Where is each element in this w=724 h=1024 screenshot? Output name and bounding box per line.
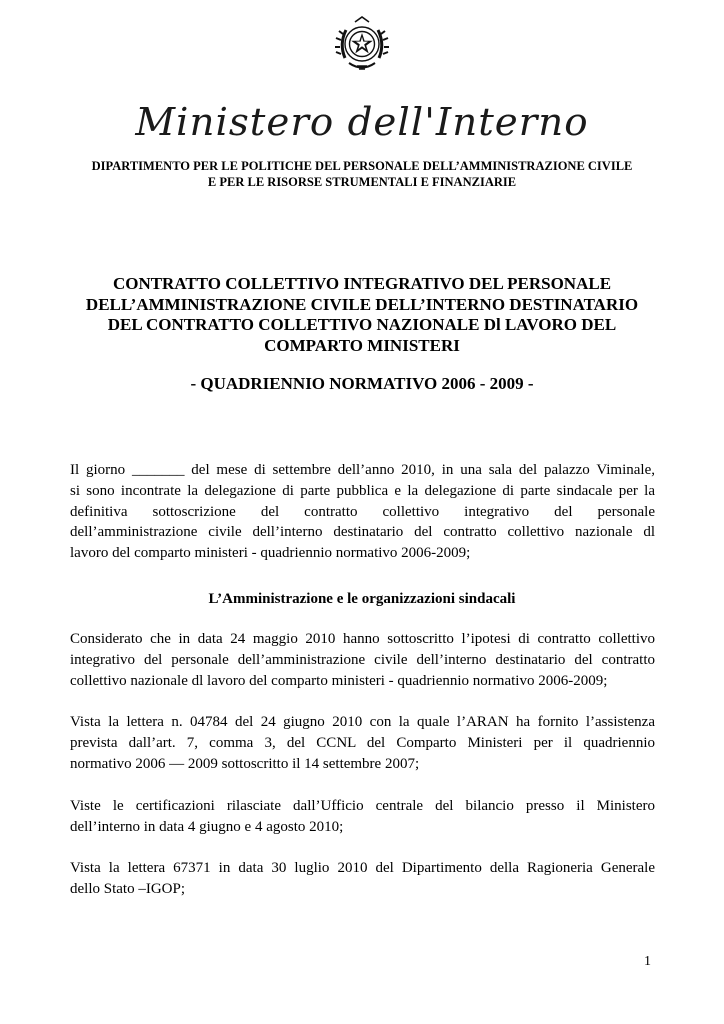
- text-line: dell’amministrazione civile dell’interno destinatario del contratto collettivo nazionale dl: [70, 524, 655, 541]
- text-line: Il giorno _______ del mese di settembre dell’anno 2010, in una sala del palazzo Viminale,: [70, 462, 655, 478]
- text-line: si sono incontrate la delegazione di parte pubblica e la delegazione di parte sindacale per la: [70, 482, 655, 499]
- paragraph-ragioneria: [70, 858, 655, 900]
- text-line: integrativo del personale dell’amministrazione civile dell’interno destinatario del contratto: [70, 651, 655, 668]
- document-subtitle: - QUADRIENNIO NORMATIVO 2006 - 2009 -: [190, 374, 534, 393]
- title-line: CONTRATTO COLLETTIVO INTEGRATIVO DEL PERSONALE: [112, 274, 612, 293]
- text-line: lavoro del comparto ministeri - quadriennio normativo 2006-2009;: [70, 545, 471, 562]
- text-line: Considerato che in data 24 maggio 2010 hanno sottoscritto l’ipotesi di contratto collettivo: [70, 631, 655, 647]
- department-line: DIPARTIMENTO PER LE POLITICHE DEL PERSONALE DELL’AMMINISTRAZIONE CIVILE: [91, 159, 633, 173]
- paragraph-certificazioni: [70, 796, 655, 838]
- text-line: Vista la lettera n. 04784 del 24 giugno 2010 con la quale l’ARAN ha fornito l’assistenza: [70, 714, 655, 730]
- title-line: COMPARTO MINISTERI: [264, 335, 460, 355]
- document-title: [60, 274, 664, 356]
- paragraph-aran-letter: [70, 712, 655, 774]
- paragraph-considerato: [70, 629, 655, 691]
- text-line: Vista la lettera 67371 in data 30 luglio 2010 del Dipartimento della Ragioneria Generale: [70, 860, 655, 876]
- title-line: DELL’AMMINISTRAZIONE CIVILE DELL’INTERNO DESTINATARIO: [85, 294, 639, 314]
- paragraph-intro: [70, 460, 655, 564]
- text-line: normativo 2006 — 2009 sottoscritto il 14 settembre 2007;: [70, 755, 420, 772]
- ministry-title: Ministero dell'Interno: [135, 100, 589, 144]
- section-heading: L’Amministrazione e le organizzazioni sindacali: [208, 591, 516, 607]
- text-line: dell’interno in data 4 giugno e 4 agosto 2010;: [70, 818, 344, 835]
- text-line: collettivo nazionale dl lavoro del comparto ministeri - quadriennio normativo 2006-2009;: [70, 672, 608, 689]
- page-number: 1: [644, 954, 651, 969]
- italian-republic-emblem-icon: [331, 14, 393, 76]
- text-line: dello Stato –IGOP;: [70, 880, 185, 897]
- title-line: DEL CONTRATTO COLLETTIVO NAZIONALE Dl LAVORO DEL: [107, 315, 617, 334]
- department-heading: [40, 158, 684, 190]
- text-line: definitiva sottoscrizione del contratto collettivo integrativo del personale: [70, 503, 655, 520]
- department-line: E PER LE RISORSE STRUMENTALI E FINANZIARIE: [207, 175, 517, 189]
- text-line: Viste le certificazioni rilasciate dall’Ufficio centrale del bilancio presso il Ministero: [70, 798, 655, 814]
- text-line: prevista dall’art. 7, comma 3, del CCNL del Comparto Ministeri per il quadriennio: [70, 734, 655, 751]
